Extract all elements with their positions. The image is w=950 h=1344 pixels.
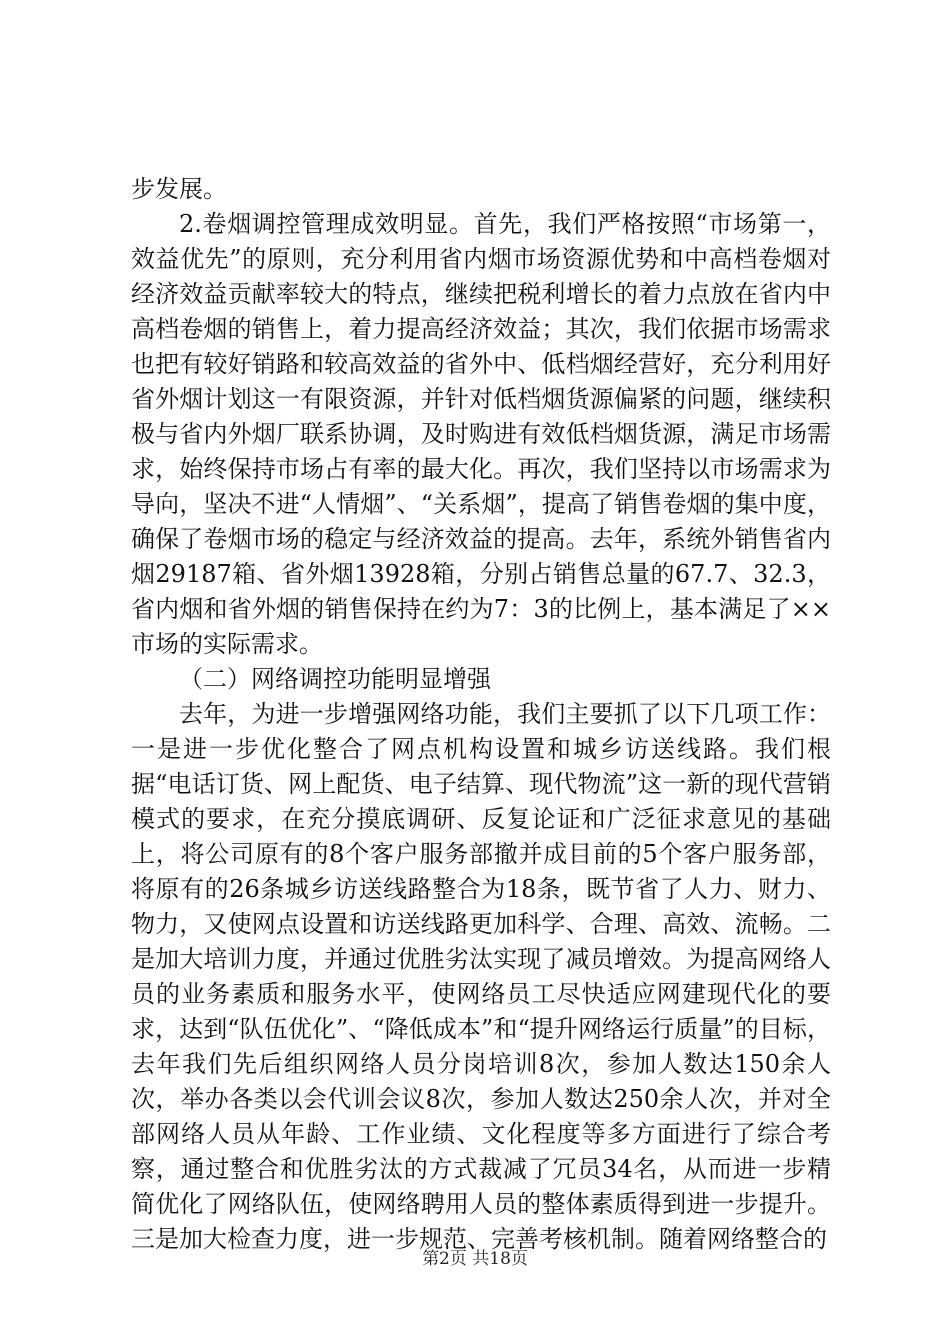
paragraph-network-work: 去年，为进一步增强网络功能，我们主要抓了以下几项工作：一是进一步优化整合了网点机构设置和城乡访送线路。我们根据“电话订货、网上配货、电子结算、现代物流”这一新的现代营销模式的要求，在充分摸底调研、反复论证和广泛征求意见的基础上，将公司原有的8个客户服务部撤并成目前的5个客户服务部，将原有的26条城乡访送线路整合为18条，既节省了人力、财力、物力，又使网点设置和访送线路更加科学、合理、高效、流畅。二是加大培训力度，并通过优胜劣汰实现了减员增效。为提高网络人员的业务素质和服务水平，使网络员工尽快适应网建现代化的要求，达到“队伍优化”、“降低成本”和“提升网络运行质量”的目标，去年我们先后组织网络人员分岗培训8次，参加人数达150余人次，举办各类以会代训会议8次，参加人数达250余人次，并对全部网络人员从年龄、工作业绩、文化程度等多方面进行了综合考察，通过整合和优胜劣汰的方式裁减了冗员34名，从而进一步精简优化了网络队伍，使网络聘用人员的整体素质得到进一步提升。三是加大检查力度，进一步规范、完善考核机制。随着网络整合的: [131, 700, 831, 1253]
document-body: [131, 172, 831, 1257]
section-heading-network-control: （二）网络调控功能明显增强: [179, 665, 491, 693]
page-footer: 第2页 共18页: [422, 1249, 528, 1269]
paragraph-continuation: 步发展。: [131, 175, 227, 203]
paragraph-cigarette-control: 2.卷烟调控管理成效明显。首先，我们严格按照“市场第一，效益优先”的原则，充分利用省内烟市场资源优势和中高档卷烟对经济效益贡献率较大的特点，继续把税利增长的着力点放在省内中高档卷烟的销售上，着力提高经济效益；其次，我们依据市场需求也把有较好销路和较高效益的省外中、低档烟经营好，充分利用好省外烟计划这一有限资源，并针对低档烟货源偏紧的问题，继续积极与省内外烟厂联系协调，及时购进有效低档烟货源，满足市场需求，始终保持市场占有率的最大化。再次，我们坚持以市场需求为导向，坚决不进“人情烟”、“关系烟”，提高了销售卷烟的集中度，确保了卷烟市场的稳定与经济效益的提高。去年，系统外销售省内烟29187箱、省外烟13928箱，分别占销售总量的67.7、32.3，省内烟和省外烟的销售保持在约为7：3的比例上，基本满足了××市场的实际需求。: [131, 210, 831, 658]
